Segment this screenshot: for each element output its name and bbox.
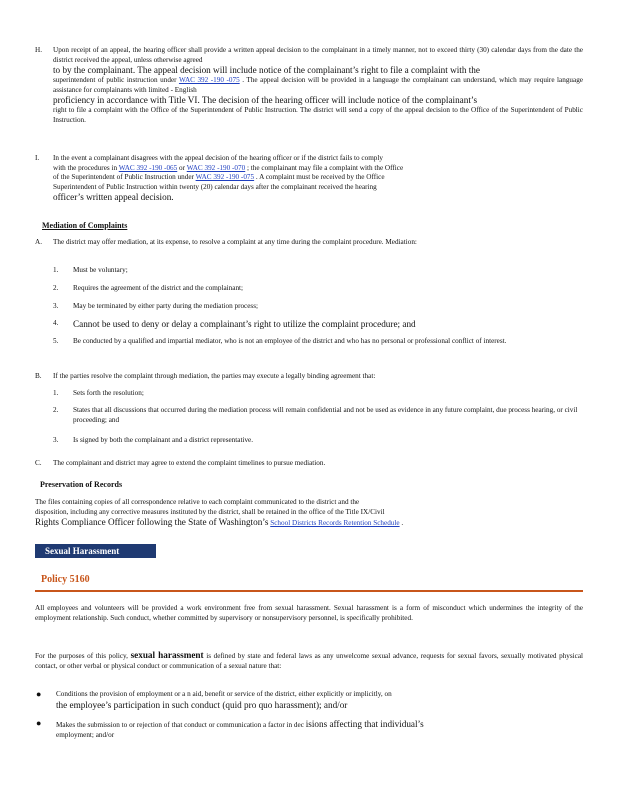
- bullet-1-line-a: Conditions the provision of employment or a n aid, benefit or service of the district, either explicitly or implicitly, on: [56, 690, 392, 698]
- bullet-2-line-a: Makes the submission to or rejection of that conduct or communication a factor in dec: [56, 721, 304, 729]
- section-i-line4: Superintendent of Public Instruction within twenty (20) calendar days after the complainant received the hearing: [53, 182, 377, 191]
- definition-term: sexual harassment: [130, 650, 204, 660]
- definition-text: is defined by state and federal laws as any unwelcome sexual advance, requests for sexual favors, sexually motivated physical contact, or other verbal or physical conduct or communication of a sexual nature that:: [35, 652, 584, 670]
- mediation-a-item-1: [53, 266, 583, 276]
- section-h-line4: proficiency in accordance with Title VI. The decision of the hearing officer will include notice of the complainant’s: [53, 95, 478, 106]
- mediation-a-text: The district may offer mediation, at its expense, to resolve a complaint at any time during the complaint procedure. Mediation:: [53, 238, 417, 246]
- bullet-item-1: [36, 690, 583, 711]
- section-i-line2c: ; the complainant may file a complaint with the Office: [247, 163, 404, 172]
- bullet-item-2: [36, 719, 583, 740]
- item-text: Be conducted by a qualified and impartial mediator, who is not an employee of the district and who has no personal or professional conflict of interest.: [73, 337, 507, 345]
- item-number: 1.: [53, 389, 59, 397]
- item-text: Sets forth the resolution;: [73, 389, 144, 397]
- item-number: 2.: [53, 406, 59, 414]
- section-i-line3a: of the Superintendent of Public Instruction under: [53, 173, 194, 182]
- section-h-line3a: superintendent of public instruction under: [53, 76, 177, 85]
- mediation-a-item-4: [53, 319, 583, 330]
- mediation-b: [35, 372, 583, 382]
- item-number: 1.: [53, 266, 59, 274]
- item-text: Requires the agreement of the district and the complainant;: [73, 284, 244, 292]
- bullet-1-line-b: the employee’s participation in such conduct (quid pro quo harassment); and/or: [56, 699, 348, 710]
- section-i-line2b: or: [179, 163, 186, 172]
- preservation-line3b: .: [401, 519, 404, 528]
- section-h-label: H.: [35, 46, 42, 54]
- item-text: States that all discussions that occurred during the mediation process will remain confidential and not be used as evidence in any future complaint, due process hearing, or civil proceeding; and: [73, 406, 578, 424]
- preservation-body: [35, 498, 583, 529]
- item-number: 3.: [53, 436, 59, 444]
- bullet-icon: ●: [36, 718, 42, 728]
- definition-intro: For the purposes of this policy,: [35, 652, 128, 660]
- harassment-paragraph-2: [35, 650, 583, 671]
- wac-075-link-2[interactable]: WAC 392 -190 -075: [195, 173, 255, 182]
- preservation-line3a: Rights Compliance Officer following the State of Washington’s: [35, 517, 269, 528]
- wac-065-link[interactable]: WAC 392 -190 -065: [118, 163, 178, 172]
- mediation-heading: Mediation of Complaints: [42, 221, 128, 230]
- mediation-a-item-3: [53, 302, 583, 312]
- mediation-b-text: If the parties resolve the complaint through mediation, the parties may execute a legally binding agreement that:: [53, 372, 376, 380]
- mediation-a-item-2: [53, 284, 583, 294]
- mediation-b-item-3: [53, 436, 583, 446]
- section-i: [35, 154, 583, 203]
- section-i-line5: officer’s written appeal decision.: [53, 192, 174, 203]
- policy-divider: [35, 590, 583, 592]
- preservation-heading: Preservation of Records: [40, 480, 123, 489]
- mediation-b-item-2: [53, 406, 583, 425]
- section-i-label: I.: [35, 154, 40, 162]
- section-i-line2a: with the procedures in: [53, 163, 118, 172]
- item-text: May be terminated by either party during the mediation process;: [73, 302, 259, 310]
- section-h-line2: to by the complainant. The appeal decision will include notice of the complainant’s right to file a complaint with the: [53, 65, 480, 76]
- mediation-b-label: B.: [35, 372, 42, 380]
- section-h-line1: Upon receipt of an appeal, the hearing officer shall provide a written appeal decision to the complainant in a timely manner, not to exceed thirty (30) calendar days from the date the district received the appeal, unless otherwise agreed: [53, 46, 583, 64]
- item-number: 3.: [53, 302, 59, 310]
- item-number: 2.: [53, 284, 59, 292]
- mediation-c: [35, 459, 583, 469]
- item-text: Must be voluntary;: [73, 266, 128, 274]
- section-h-line5: right to file a complaint with the Office of the Superintendent of Public Instruction. The district will send a copy of the appeal decision to the Office of the Superintendent of Public Instruction.: [53, 106, 583, 124]
- policy-title: Policy 5160: [41, 574, 90, 585]
- section-banner: Sexual Harassment: [35, 544, 156, 558]
- preservation-line2: disposition, including any corrective measures instituted by the district, shall be retained in the office of the Title IX/Civil: [35, 507, 385, 516]
- item-text: Cannot be used to deny or delay a complainant’s right to utilize the complaint procedure; and: [73, 319, 416, 329]
- section-h-line3b: . The appeal decision will be provided in a language the complainant can understand, which may require language assistance for complainants with limited - English: [53, 76, 583, 94]
- bullet-2-line-a2: isions affecting that individual’s: [305, 719, 424, 729]
- mediation-a-item-5: [53, 337, 583, 347]
- section-h: [35, 46, 583, 126]
- section-i-line3b: . A complaint must be received by the Office: [255, 173, 385, 182]
- item-number: 4.: [53, 319, 59, 327]
- bullet-icon: ●: [36, 689, 42, 699]
- mediation-b-item-1: [53, 389, 583, 399]
- wac-070-link[interactable]: WAC 392 -190 -070: [186, 163, 246, 172]
- item-number: 5.: [53, 337, 59, 345]
- harassment-paragraph-1: All employees and volunteers will be provided a work environment free from sexual harassment. Sexual harassment is a form of misconduct which undermines the integrity of the employment relationship. Such conduct, whether committed by supervisory or nonsupervisory personnel, is specifically prohibited.: [35, 604, 583, 622]
- bullet-2-line-b: employment; and/or: [56, 730, 115, 739]
- records-retention-link[interactable]: School Districts Records Retention Schedule: [270, 519, 400, 528]
- mediation-c-label: C.: [35, 459, 42, 467]
- item-text: Is signed by both the complainant and a district representative.: [73, 436, 254, 444]
- mediation-a: [35, 238, 583, 248]
- wac-075-link[interactable]: WAC 392 -190 -075: [178, 76, 240, 85]
- mediation-c-text: The complainant and district may agree to extend the complaint timelines to pursue mediation.: [53, 459, 326, 467]
- section-i-line1: In the event a complainant disagrees with the appeal decision of the hearing officer or if the district fails to comply: [53, 154, 383, 162]
- mediation-a-label: A.: [35, 238, 42, 246]
- preservation-line1: The files containing copies of all correspondence relative to each complaint communicated to the district and the: [35, 498, 360, 506]
